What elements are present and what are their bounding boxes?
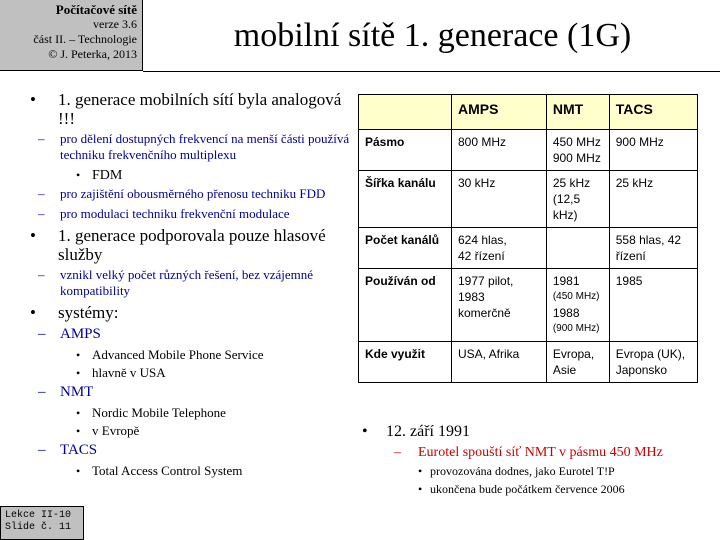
eurotel-note-2: • ukončena bude počátkem července 2006 <box>362 481 712 497</box>
sub-fdd: – pro zajištění obousměrného přenosu techniku FDD <box>30 186 350 202</box>
nmt-region: • v Evropě <box>30 423 350 439</box>
course-version: verze 3.6 <box>93 17 137 31</box>
lesson-number: Lekce II-10 <box>5 510 72 521</box>
table-row <box>359 228 698 269</box>
system-tacs: – TACS <box>30 441 350 459</box>
course-info-box <box>0 0 143 71</box>
cell-line: 900 MHz <box>552 151 601 165</box>
system-nmt: – NMT <box>30 383 350 401</box>
cell-line: 1988 <box>552 306 580 320</box>
cell: 1977 pilot, 1983 komerčně <box>452 269 547 342</box>
title-divider <box>143 71 720 72</box>
cell: 900 MHz <box>609 130 697 171</box>
table-row <box>359 171 698 228</box>
cell: 25 kHz <box>609 171 697 228</box>
cell-line: 42 řízení <box>458 249 505 263</box>
sub-fdm-desc: – pro dělení dostupných frekvencí na menší části používá techniku frekvenčního multiplexu <box>30 131 350 163</box>
cell: 800 MHz <box>452 130 547 171</box>
cell <box>546 228 609 269</box>
sub-modulation: – pro modulaci techniku frekvenční modulace <box>30 206 350 222</box>
row-label-pasmo: Pásmo <box>359 130 452 171</box>
sub-fdm: • FDM <box>30 167 350 184</box>
eurotel-note-1: • provozována dodnes, jako Eurotel T!P <box>362 463 712 479</box>
eurotel-launch: – Eurotel spouští síť NMT v pásmu 450 MHz <box>362 444 712 461</box>
cell-line: (900 MHz) <box>552 323 600 334</box>
cell <box>546 171 609 228</box>
launch-date: • 12. září 1991 <box>362 422 712 441</box>
cell-line: 25 kHz <box>552 176 591 190</box>
row-label-pouzivan: Používán od <box>359 269 452 342</box>
slide-number: Slide č. 11 <box>5 522 72 533</box>
header-nmt: NMT <box>546 95 609 130</box>
slide-title: mobilní sítě 1. generace (1G) <box>233 17 632 54</box>
course-copyright: © J. Peterka, 2013 <box>48 47 137 61</box>
comparison-table <box>358 94 698 383</box>
tacs-name: • Total Access Control System <box>30 463 350 479</box>
bullet-voice-only: • 1. generace podporovala pouze hlasové služby <box>30 226 350 264</box>
table-row <box>359 269 698 342</box>
amps-region: • hlavně v USA <box>30 365 350 381</box>
header-amps: AMPS <box>452 95 547 130</box>
cell-line: 624 hlas, <box>458 233 507 247</box>
row-label-pocet: Počet kanálů <box>359 228 452 269</box>
system-amps: – AMPS <box>30 325 350 343</box>
cell <box>546 269 609 342</box>
table-header-row <box>359 95 698 130</box>
header-tacs: TACS <box>609 95 697 130</box>
sub-incompatible: – vznikl velký počet různých řešení, bez vzájemné kompatibility <box>30 267 350 299</box>
course-part: část II. – Technologie <box>33 32 137 46</box>
cell <box>452 228 547 269</box>
cell: Evropa (UK), Japonsko <box>609 342 697 383</box>
header-empty <box>359 95 452 130</box>
slide-footer <box>0 506 84 540</box>
row-label-kde: Kde využit <box>359 342 452 383</box>
right-notes <box>362 422 712 497</box>
bullet-analog: • 1. generace mobilních sítí byla analogová !!! <box>30 90 350 128</box>
cell-line: (12,5 kHz) <box>552 192 581 222</box>
cell-line: 450 MHz <box>552 135 601 149</box>
cell: 30 kHz <box>452 171 547 228</box>
cell: USA, Afrika <box>452 342 547 383</box>
cell: 1985 <box>609 269 697 342</box>
cell: Evropa, Asie <box>546 342 609 383</box>
table-row <box>359 342 698 383</box>
amps-name: • Advanced Mobile Phone Service <box>30 347 350 363</box>
cell <box>546 130 609 171</box>
nmt-name: • Nordic Mobile Telephone <box>30 405 350 421</box>
cell: 558 hlas, 42 řízení <box>609 228 697 269</box>
cell-line: 1981 <box>552 274 580 288</box>
left-bullets <box>30 90 350 481</box>
row-label-sirka: Šířka kanálu <box>359 171 452 228</box>
course-name: Počítačové sítě <box>55 2 137 17</box>
table-row <box>359 130 698 171</box>
bullet-systems: • systémy: <box>30 303 350 322</box>
cell-line: (450 MHz) <box>552 291 600 302</box>
